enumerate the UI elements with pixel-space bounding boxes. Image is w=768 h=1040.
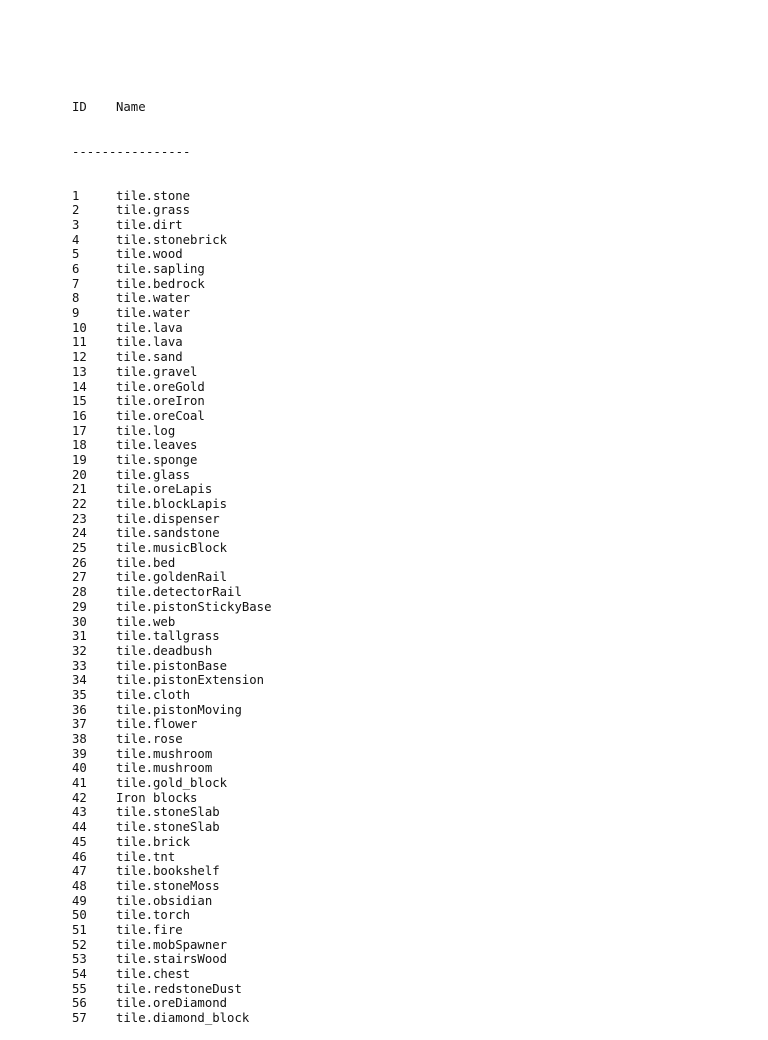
row-id: 30 xyxy=(72,614,87,629)
row-id: 33 xyxy=(72,658,87,673)
row-id: 14 xyxy=(72,379,87,394)
table-row xyxy=(72,879,271,894)
row-name: tile.grass xyxy=(116,203,191,218)
row-name: tile.oreGold xyxy=(116,379,205,394)
row-id: 43 xyxy=(72,805,87,820)
table-row xyxy=(72,365,271,380)
row-id: 38 xyxy=(72,732,87,747)
table-row xyxy=(72,850,271,865)
row-id: 48 xyxy=(72,878,87,893)
row-name: tile.sapling xyxy=(116,262,205,277)
row-id: 23 xyxy=(72,511,87,526)
row-name: tile.glass xyxy=(116,467,191,482)
table-row xyxy=(72,233,271,248)
row-id: 12 xyxy=(72,350,87,365)
row-name: tile.chest xyxy=(116,967,191,982)
row-name: tile.musicBlock xyxy=(116,541,228,556)
row-id: 1 xyxy=(72,188,80,203)
row-id: 29 xyxy=(72,599,87,614)
row-id: 35 xyxy=(72,687,87,702)
row-id: 37 xyxy=(72,717,87,732)
row-name: tile.sandstone xyxy=(116,526,220,541)
table-row xyxy=(72,218,271,233)
row-id: 34 xyxy=(72,673,87,688)
row-id: 50 xyxy=(72,908,87,923)
table-row xyxy=(72,659,271,674)
table-row xyxy=(72,291,271,306)
table-row xyxy=(72,409,271,424)
row-name: tile.stoneSlab xyxy=(116,820,220,835)
row-name: tile.cloth xyxy=(116,687,191,702)
table-row xyxy=(72,335,271,350)
row-name: tile.tnt xyxy=(116,849,176,864)
row-name: tile.bedrock xyxy=(116,276,205,291)
row-name: tile.pistonBase xyxy=(116,658,228,673)
row-name: tile.oreDiamond xyxy=(116,996,228,1011)
table-row xyxy=(72,835,271,850)
row-id: 3 xyxy=(72,217,80,232)
row-id: 17 xyxy=(72,423,87,438)
table-row xyxy=(72,321,271,336)
row-name: tile.mushroom xyxy=(116,746,213,761)
row-name: Iron blocks xyxy=(116,790,198,805)
row-id: 28 xyxy=(72,585,87,600)
row-name: tile.lava xyxy=(116,335,183,350)
row-name: tile.wood xyxy=(116,247,183,262)
table-row xyxy=(72,703,271,718)
row-name: tile.stairsWood xyxy=(116,952,228,967)
row-name: tile.redstoneDust xyxy=(116,981,242,996)
row-name: tile.flower xyxy=(116,717,198,732)
row-id: 9 xyxy=(72,306,80,321)
table-row xyxy=(72,262,271,277)
row-name: tile.oreLapis xyxy=(116,482,213,497)
row-id: 20 xyxy=(72,467,87,482)
table-row xyxy=(72,438,271,453)
row-id: 42 xyxy=(72,790,87,805)
row-id: 10 xyxy=(72,320,87,335)
table-row xyxy=(72,424,271,439)
table-row xyxy=(72,996,271,1011)
row-name: tile.fire xyxy=(116,922,183,937)
row-id: 57 xyxy=(72,1011,87,1026)
table-row xyxy=(72,908,271,923)
row-id: 54 xyxy=(72,967,87,982)
row-id: 49 xyxy=(72,893,87,908)
table-row xyxy=(72,820,271,835)
row-id: 55 xyxy=(72,981,87,996)
row-id: 47 xyxy=(72,864,87,879)
name-column-header: Name xyxy=(116,100,146,115)
row-name: tile.pistonExtension xyxy=(116,673,265,688)
table-row xyxy=(72,203,271,218)
row-name: tile.log xyxy=(116,423,176,438)
row-name: tile.stone xyxy=(116,188,191,203)
row-name: tile.goldenRail xyxy=(116,570,228,585)
row-id: 56 xyxy=(72,996,87,1011)
row-name: tile.lava xyxy=(116,320,183,335)
table-row xyxy=(72,894,271,909)
row-name: tile.dispenser xyxy=(116,511,220,526)
table-row xyxy=(72,791,271,806)
table-row xyxy=(72,306,271,321)
row-name: tile.tallgrass xyxy=(116,629,220,644)
row-id: 6 xyxy=(72,262,80,277)
id-name-list xyxy=(72,189,271,1026)
row-id: 41 xyxy=(72,776,87,791)
row-id: 25 xyxy=(72,541,87,556)
row-name: tile.obsidian xyxy=(116,893,213,908)
table-row xyxy=(72,805,271,820)
row-id: 16 xyxy=(72,408,87,423)
row-name: tile.bed xyxy=(116,555,176,570)
header-divider: ---------------- xyxy=(72,144,191,159)
table-row xyxy=(72,541,271,556)
row-name: tile.torch xyxy=(116,908,191,923)
row-name: tile.diamond_block xyxy=(116,1011,250,1026)
row-name: tile.stoneMoss xyxy=(116,878,220,893)
row-name: tile.oreCoal xyxy=(116,408,205,423)
row-name: tile.web xyxy=(116,614,176,629)
row-id: 51 xyxy=(72,922,87,937)
row-name: tile.pistonMoving xyxy=(116,702,242,717)
id-column-header: ID xyxy=(72,100,87,115)
row-name: tile.sand xyxy=(116,350,183,365)
row-id: 7 xyxy=(72,276,80,291)
table-row xyxy=(72,394,271,409)
row-id: 24 xyxy=(72,526,87,541)
table-row xyxy=(72,350,271,365)
row-name: tile.gravel xyxy=(116,364,198,379)
table-row xyxy=(72,600,271,615)
row-id: 22 xyxy=(72,497,87,512)
table-row xyxy=(72,512,271,527)
row-name: tile.bookshelf xyxy=(116,864,220,879)
row-id: 21 xyxy=(72,482,87,497)
table-row xyxy=(72,938,271,953)
table-row xyxy=(72,967,271,982)
row-name: tile.blockLapis xyxy=(116,497,228,512)
row-id: 8 xyxy=(72,291,80,306)
table-row xyxy=(72,570,271,585)
row-id: 19 xyxy=(72,452,87,467)
row-id: 45 xyxy=(72,834,87,849)
row-name: tile.water xyxy=(116,291,191,306)
row-name: tile.mobSpawner xyxy=(116,937,228,952)
row-name: tile.oreIron xyxy=(116,394,205,409)
row-name: tile.rose xyxy=(116,732,183,747)
document-page xyxy=(72,71,271,1040)
table-row xyxy=(72,776,271,791)
table-row xyxy=(72,629,271,644)
table-row xyxy=(72,453,271,468)
row-id: 44 xyxy=(72,820,87,835)
table-row xyxy=(72,923,271,938)
table-row xyxy=(72,644,271,659)
row-id: 52 xyxy=(72,937,87,952)
table-row xyxy=(72,585,271,600)
row-id: 27 xyxy=(72,570,87,585)
table-row xyxy=(72,482,271,497)
table-row xyxy=(72,556,271,571)
table-row xyxy=(72,189,271,204)
row-id: 46 xyxy=(72,849,87,864)
table-row xyxy=(72,497,271,512)
row-name: tile.mushroom xyxy=(116,761,213,776)
row-id: 15 xyxy=(72,394,87,409)
row-id: 11 xyxy=(72,335,87,350)
table-row xyxy=(72,761,271,776)
table-row xyxy=(72,952,271,967)
row-name: tile.leaves xyxy=(116,438,198,453)
table-row xyxy=(72,864,271,879)
row-id: 36 xyxy=(72,702,87,717)
row-id: 5 xyxy=(72,247,80,262)
table-row xyxy=(72,732,271,747)
row-name: tile.brick xyxy=(116,834,191,849)
table-row xyxy=(72,615,271,630)
row-name: tile.stoneSlab xyxy=(116,805,220,820)
row-id: 2 xyxy=(72,203,80,218)
table-row xyxy=(72,247,271,262)
table-row xyxy=(72,717,271,732)
row-id: 32 xyxy=(72,643,87,658)
table-row xyxy=(72,526,271,541)
row-name: tile.stonebrick xyxy=(116,232,228,247)
row-name: tile.water xyxy=(116,306,191,321)
row-name: tile.dirt xyxy=(116,217,183,232)
table-row xyxy=(72,982,271,997)
row-name: tile.sponge xyxy=(116,452,198,467)
row-id: 26 xyxy=(72,555,87,570)
row-name: tile.pistonStickyBase xyxy=(116,599,272,614)
row-id: 13 xyxy=(72,364,87,379)
table-row xyxy=(72,673,271,688)
row-id: 18 xyxy=(72,438,87,453)
row-name: tile.deadbush xyxy=(116,643,213,658)
row-id: 53 xyxy=(72,952,87,967)
table-row xyxy=(72,380,271,395)
row-name: tile.detectorRail xyxy=(116,585,242,600)
table-row xyxy=(72,747,271,762)
row-id: 40 xyxy=(72,761,87,776)
row-id: 4 xyxy=(72,232,80,247)
table-row xyxy=(72,468,271,483)
header-row xyxy=(72,100,271,115)
row-name: tile.gold_block xyxy=(116,776,228,791)
row-id: 39 xyxy=(72,746,87,761)
table-row xyxy=(72,277,271,292)
row-id: 31 xyxy=(72,629,87,644)
table-row xyxy=(72,688,271,703)
